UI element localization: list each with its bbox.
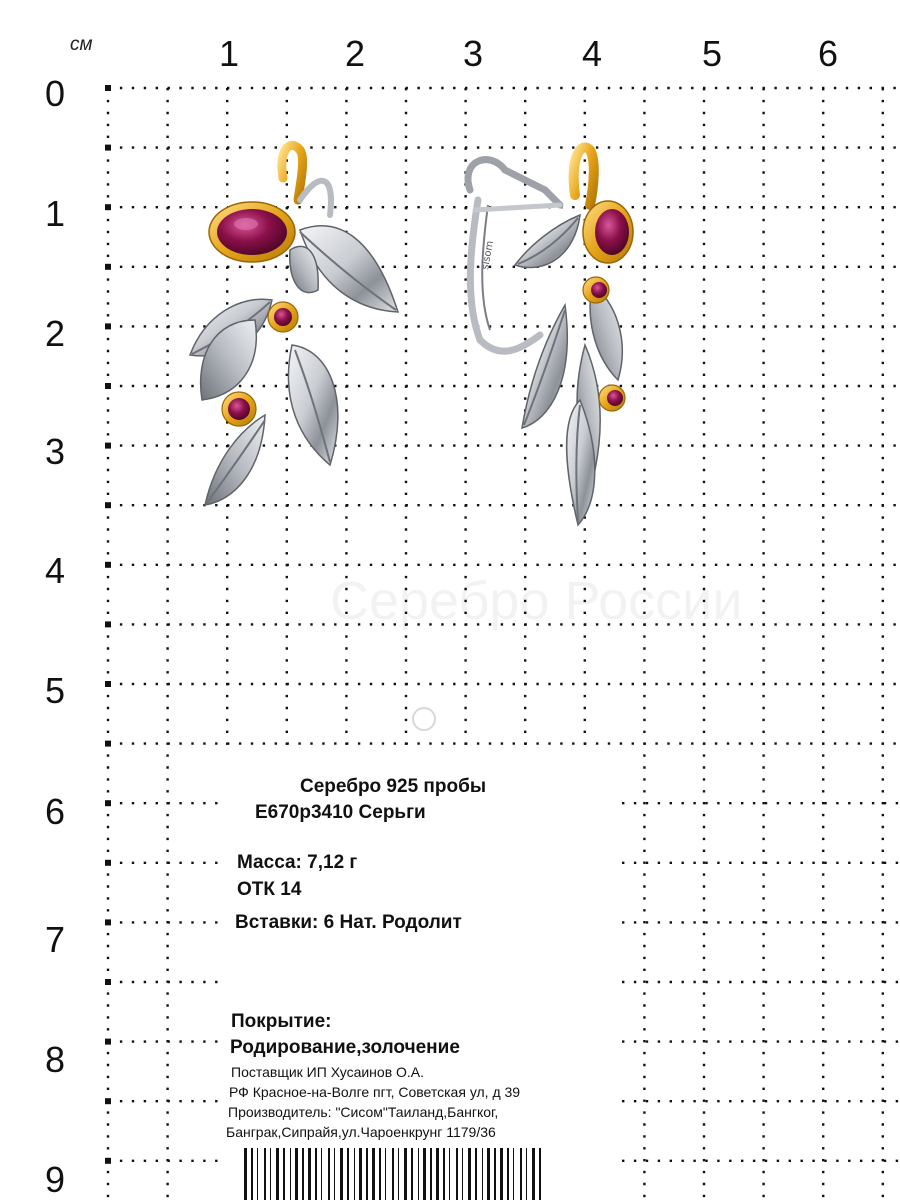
barcode-bar — [430, 1148, 432, 1200]
hallmark-engraving: sisom — [480, 239, 497, 271]
watermark-text: Серебро России — [330, 571, 743, 631]
ruler-left-label-7: 7 — [45, 919, 66, 960]
left-earring — [190, 145, 398, 505]
barcode-bar — [276, 1148, 279, 1200]
barcode-bar — [443, 1148, 445, 1200]
barcode-bar — [302, 1148, 304, 1200]
barcode-bar — [462, 1148, 463, 1200]
barcode-bar — [456, 1148, 458, 1200]
tag-title-line2: E670р3410 Серьги — [255, 802, 426, 823]
ruler-top-label-5: 5 — [702, 33, 723, 74]
barcode-bar — [500, 1148, 503, 1200]
ruler-left-label-6: 6 — [45, 791, 66, 832]
barcode-bar — [520, 1148, 522, 1200]
barcode-bar — [308, 1148, 311, 1200]
barcode-bar — [251, 1148, 253, 1200]
barcode-bar — [347, 1148, 349, 1200]
barcode-bar — [507, 1148, 509, 1200]
barcode-bar — [513, 1148, 514, 1200]
ruler-left-label-3: 3 — [45, 431, 66, 472]
barcode-bar — [423, 1148, 426, 1200]
barcode-bar — [290, 1148, 291, 1200]
ruler-unit-label: см — [70, 34, 93, 55]
barcode-bar — [494, 1148, 496, 1200]
barcode-bar — [283, 1148, 285, 1200]
barcode-bar — [334, 1148, 335, 1200]
barcode-bar — [315, 1148, 317, 1200]
barcode — [240, 1148, 550, 1200]
barcode-bar — [436, 1148, 439, 1200]
tag-manufacturer-line1: Производитель: "Сисом"Таиланд,Бангког, — [228, 1104, 499, 1120]
ruler-left-label-5: 5 — [45, 670, 66, 711]
ruler-left-label-1: 1 — [45, 193, 66, 234]
barcode-bar — [366, 1148, 368, 1200]
tag-manufacturer-line2: Банграк,Сипрайя,ул.Чароенкрунг 1179/36 — [226, 1124, 496, 1140]
tag-coating-label: Покрытие: — [231, 1011, 332, 1032]
tag-otk: ОТК 14 — [237, 879, 302, 900]
barcode-bar — [270, 1148, 271, 1200]
ruler-left-label-4: 4 — [45, 550, 66, 591]
barcode-bar — [418, 1148, 419, 1200]
barcode-bar — [340, 1148, 343, 1200]
ruler-top-label-2: 2 — [345, 33, 366, 74]
barcode-bar — [372, 1148, 375, 1200]
barcode-bar — [526, 1148, 527, 1200]
tag-hole — [413, 708, 435, 730]
tag-mass: Масса: 7,12 г — [237, 852, 358, 873]
barcode-bar — [532, 1148, 535, 1200]
ruler-top-label-3: 3 — [463, 33, 484, 74]
tag-title-line1: Серебро 925 пробы — [300, 776, 487, 797]
barcode-bar — [257, 1148, 258, 1200]
barcode-bar — [449, 1148, 450, 1200]
barcode-bar — [264, 1148, 266, 1200]
barcode-bar — [385, 1148, 386, 1200]
barcode-bar — [482, 1148, 483, 1200]
tag-supplier-line2: РФ Красное-на-Волге пгт, Советская ул, д 39 — [229, 1084, 521, 1100]
barcode-bar — [404, 1148, 407, 1200]
tag-supplier-line1: Поставщик ИП Хусаинов О.А. — [231, 1064, 425, 1080]
ruler-top-label-1: 1 — [219, 33, 240, 74]
ruler-left-label-8: 8 — [45, 1039, 66, 1080]
tag-coating-value: Родирование,золочение — [230, 1037, 460, 1058]
right-earring — [468, 147, 633, 525]
barcode-bar — [539, 1148, 541, 1200]
barcode-bar — [359, 1148, 362, 1200]
ruler-left-label-9: 9 — [45, 1159, 66, 1200]
ruler-left-label-0: 0 — [45, 73, 66, 114]
ruler-left-label-2: 2 — [45, 313, 66, 354]
barcode-bar — [379, 1148, 381, 1200]
barcode-bar — [328, 1148, 330, 1200]
barcode-bar — [244, 1148, 247, 1200]
barcode-bar — [398, 1148, 399, 1200]
barcode-bar — [295, 1148, 298, 1200]
ruler-top-label-4: 4 — [582, 33, 603, 74]
barcode-bar — [475, 1148, 477, 1200]
barcode-bar — [354, 1148, 355, 1200]
barcode-bar — [392, 1148, 394, 1200]
barcode-bar — [411, 1148, 413, 1200]
barcode-bar — [487, 1148, 490, 1200]
ruler-top-label-6: 6 — [818, 33, 839, 74]
barcode-bar — [468, 1148, 471, 1200]
barcode-bar — [321, 1148, 322, 1200]
tag-inserts: Вставки: 6 Нат. Родолит — [235, 912, 462, 933]
